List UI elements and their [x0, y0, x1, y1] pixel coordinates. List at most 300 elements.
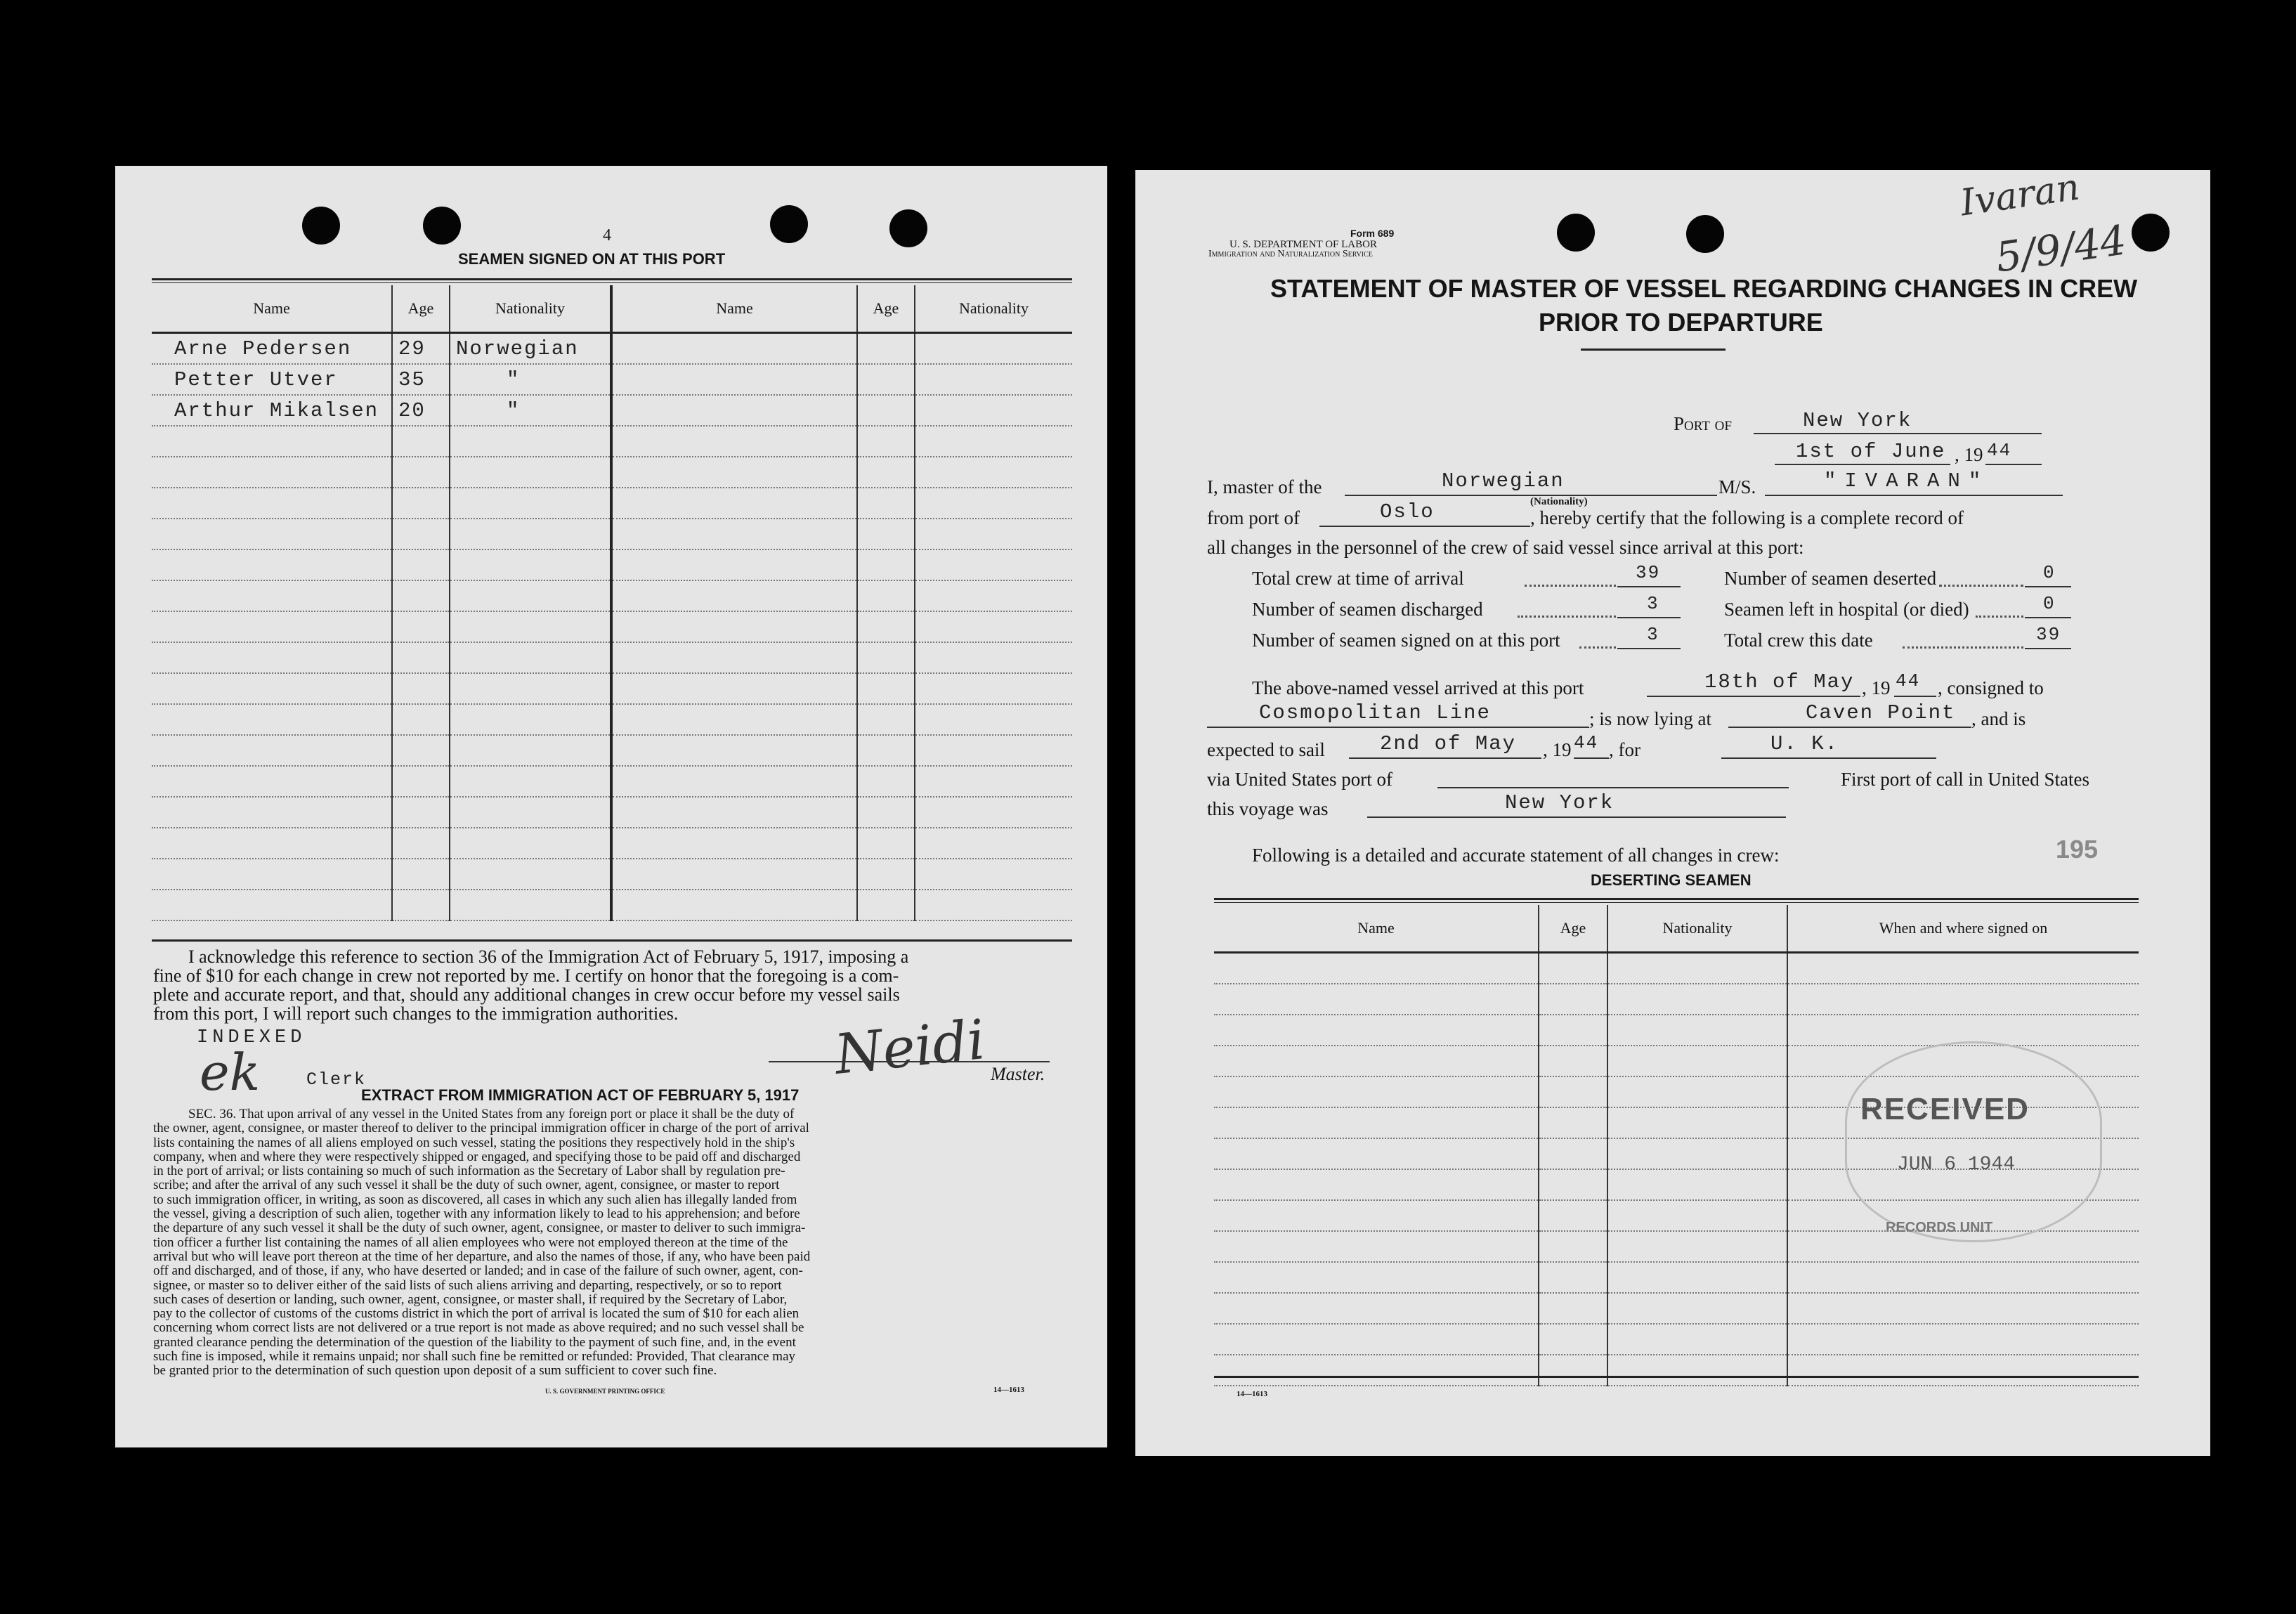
empty-cell [915, 797, 1072, 828]
year-value: 44 [1987, 440, 2012, 461]
table-row [152, 488, 1072, 519]
punch-hole [1557, 214, 1595, 252]
empty-cell [857, 457, 915, 488]
empty-cell [1214, 1231, 1539, 1262]
empty-cell [1539, 1046, 1607, 1076]
title-rule [1581, 349, 1726, 351]
service: Immigration and Naturalization Service [1208, 249, 1373, 259]
empty-cell [857, 797, 915, 828]
date-line [1775, 464, 1950, 465]
extract-line: the owner, agent, consignee, or master thereof to deliver to the principal immigration officer in charge of the port of arrival [153, 1121, 809, 1136]
column-header: Nationality [450, 285, 611, 333]
table-row [1214, 1324, 2139, 1355]
year-line [1574, 757, 1609, 759]
empty-cell [611, 766, 857, 797]
punch-hole [302, 207, 340, 245]
empty-cell [915, 364, 1072, 395]
and-is: , and is [1971, 708, 2026, 729]
empty-cell [611, 457, 857, 488]
deserting-title: DESERTING SEAMEN [1591, 871, 1752, 889]
empty-cell [392, 549, 450, 580]
received-date: JUN 6 1944 [1897, 1154, 2016, 1176]
signed-on-label: Number of seamen signed on at this port [1252, 630, 1560, 651]
table-row [152, 797, 1072, 828]
deserting-top-rule-thin [1214, 902, 2139, 903]
empty-cell [611, 611, 857, 642]
empty-cell [152, 488, 392, 519]
empty-cell [1607, 984, 1787, 1015]
empty-cell [611, 395, 857, 426]
extract-line: arrival but who will leave port thereon at the time of her departure, and also the names of those, if any, who have been paid [153, 1249, 811, 1264]
column-header: Nationality [1607, 905, 1787, 953]
empty-cell [915, 395, 1072, 426]
empty-cell [152, 549, 392, 580]
cell-nationality: Norwegian [450, 333, 611, 365]
empty-cell [915, 457, 1072, 488]
certify-text-2: all changes in the personnel of the crew of said vessel since arrival at this port: [1207, 537, 1804, 558]
empty-cell [392, 580, 450, 611]
form-code: 14—1613 [1237, 1390, 1267, 1398]
dot-leader [1579, 646, 1616, 649]
empty-cell [1214, 1138, 1539, 1169]
column-header: Nationality [915, 285, 1072, 333]
empty-cell [1214, 953, 1539, 984]
empty-cell [450, 611, 611, 642]
empty-cell [1607, 1138, 1787, 1169]
empty-cell [152, 766, 392, 797]
form-code: 14—1613 [993, 1386, 1024, 1394]
discharged-label: Number of seamen discharged [1252, 599, 1483, 620]
empty-cell [392, 488, 450, 519]
arrived-label: The above-named vessel arrived at this port [1252, 677, 1584, 698]
empty-cell [450, 673, 611, 704]
total-crew-date: 39 [2036, 624, 2061, 645]
empty-cell [1214, 1355, 1539, 1386]
sail-date: 2nd of May [1380, 732, 1517, 755]
value-line [2025, 617, 2071, 618]
hospital-count: 0 [2043, 593, 2056, 614]
cell-name: Arthur Mikalsen [152, 395, 392, 426]
empty-cell [1607, 1046, 1787, 1076]
empty-cell [392, 828, 450, 859]
empty-cell [611, 859, 857, 890]
empty-cell [392, 859, 450, 890]
arrived-line [1647, 696, 1860, 697]
from-port-label: from port of [1207, 507, 1300, 528]
empty-cell [1607, 1355, 1787, 1386]
empty-cell [1787, 1293, 2139, 1324]
empty-cell [1787, 1355, 2139, 1386]
empty-cell [1539, 1262, 1607, 1293]
received-stamp: RECEIVED [1860, 1092, 2030, 1126]
empty-cell [450, 580, 611, 611]
form-number: Form 689 [1350, 228, 1395, 239]
empty-cell [1539, 1076, 1607, 1107]
extract-line: scribe; and after the arrival of any such vessel it shall be the duty of such owner, agent, consignee, or master to report [153, 1178, 780, 1193]
extract-line: such cases of desertion or landing, such owner, agent, consignee, or master shall, if required by the Secretary of Labor, [153, 1291, 788, 1307]
table-row [152, 364, 1072, 395]
certify-text: , hereby certify that the following is a complete record of [1530, 507, 1964, 528]
empty-cell [1214, 1262, 1539, 1293]
empty-cell [1539, 1293, 1607, 1324]
clerk-label: Clerk [306, 1069, 367, 1090]
empty-cell [1214, 1200, 1539, 1231]
left-page [115, 166, 1107, 1447]
lying-label: ; is now lying at [1589, 708, 1711, 729]
extract-line: in the port of arrival; or lists containing so much of such information as the Secretary of Labor shall by regulation pre- [153, 1164, 785, 1179]
handwritten-vessel-name: Ivaran [1957, 166, 2082, 225]
empty-cell [392, 797, 450, 828]
extract-line: pay to the collector of customs of the customs district in which the port of arrival is located the sum of $10 for each alien [153, 1306, 800, 1322]
empty-cell [450, 859, 611, 890]
empty-cell [450, 642, 611, 673]
empty-cell [611, 488, 857, 519]
port-value: New York [1803, 409, 1912, 432]
form-subtitle: PRIOR TO DEPARTURE [1539, 308, 1823, 337]
cell-age: 20 [392, 395, 450, 426]
column-header: When and where signed on [1787, 905, 2139, 953]
empty-cell [857, 519, 915, 549]
master-of-label: I, master of the [1207, 476, 1322, 497]
empty-cell [152, 735, 392, 766]
column-header: Age [857, 285, 915, 333]
empty-cell [1539, 1324, 1607, 1355]
empty-cell [1607, 1200, 1787, 1231]
column-header: Age [392, 285, 450, 333]
empty-cell [857, 704, 915, 735]
lying-line [1728, 727, 1971, 728]
consignee-line [1207, 727, 1589, 728]
signed-on-table [152, 285, 1072, 921]
extract-line: off and discharged, and of those, if any, who have deserted or landed; and in case of the failure of such owner, agent, con- [153, 1263, 803, 1279]
empty-cell [1787, 1324, 2139, 1355]
empty-cell [392, 735, 450, 766]
empty-cell [611, 580, 857, 611]
dot-leader [1518, 616, 1616, 618]
from-port-line [1319, 526, 1530, 527]
empty-cell [392, 642, 450, 673]
port-label: Port of [1674, 413, 1732, 434]
empty-cell [857, 395, 915, 426]
extract-line: concerning whom correct lists are not delivered or a true report is not made as above required; and no such vessel shall be [153, 1320, 804, 1336]
records-unit-stamp: RECORDS UNIT [1886, 1220, 1993, 1235]
cell-name: Arne Pedersen [152, 333, 392, 365]
extract-line: the vessel, giving a description of such alien, together with any information likely to lead to his apprehension; and before [153, 1206, 800, 1222]
empty-cell [1607, 1107, 1787, 1138]
empty-cell [450, 828, 611, 859]
empty-cell [857, 488, 915, 519]
column-header: Name [611, 285, 857, 333]
arrived-year: 44 [1896, 670, 1921, 691]
destination-line [1721, 757, 1936, 759]
empty-cell [450, 735, 611, 766]
table-row [152, 426, 1072, 457]
column-header: Name [152, 285, 392, 333]
page-number: 4 [603, 226, 611, 245]
extract-title: EXTRACT FROM IMMIGRATION ACT OF FEBRUARY 5, 1917 [361, 1086, 800, 1104]
empty-cell [915, 642, 1072, 673]
vessel-name: "IVARAN" [1824, 469, 1990, 493]
cell-age: 35 [392, 364, 450, 395]
expected-label: expected to sail [1207, 739, 1325, 760]
table-row [152, 673, 1072, 704]
hospital-label: Seamen left in hospital (or died) [1724, 599, 1969, 620]
this-voyage-label: this voyage was [1207, 798, 1329, 819]
empty-cell [152, 859, 392, 890]
master-signature: Neidi [831, 1008, 989, 1087]
empty-cell [857, 890, 915, 920]
value-line [2025, 586, 2071, 587]
empty-cell [1539, 1169, 1607, 1200]
empty-cell [915, 426, 1072, 457]
empty-cell [1787, 984, 2139, 1015]
empty-cell [1539, 953, 1607, 984]
empty-cell [152, 673, 392, 704]
empty-cell [611, 735, 857, 766]
empty-cell [152, 580, 392, 611]
top-rule-thin [152, 282, 1072, 283]
empty-cell [152, 797, 392, 828]
first-port-line [1367, 816, 1786, 818]
deserting-top-rule [1214, 898, 2139, 900]
signature-line [769, 1061, 1050, 1062]
empty-cell [152, 704, 392, 735]
cell-age: 29 [392, 333, 450, 365]
empty-cell [392, 704, 450, 735]
empty-cell [611, 642, 857, 673]
acknowledgement-text [153, 947, 908, 1023]
empty-cell [611, 426, 857, 457]
ack-line: fine of $10 for each change in crew not reported by me. I certify on honor that the foregoing is a com- [153, 965, 899, 986]
table-row [1214, 984, 2139, 1015]
indexed-stamp: INDEXED [197, 1027, 306, 1048]
extract-line: signee, or master so to deliver either of the said lists of such aliens arriving and departing, respectively, or so to report [153, 1277, 782, 1293]
first-port-value: New York [1505, 791, 1615, 814]
empty-cell [1607, 1015, 1787, 1046]
ack-line: plete and accurate report, and that, should any additional changes in crew occur before my vessel sails [153, 984, 900, 1005]
table-row [152, 642, 1072, 673]
empty-cell [857, 364, 915, 395]
empty-cell [915, 859, 1072, 890]
empty-cell [857, 642, 915, 673]
destination: U. K. [1770, 732, 1839, 755]
empty-cell [611, 828, 857, 859]
empty-cell [1214, 1107, 1539, 1138]
extract-line: SEC. 36. That upon arrival of any vessel in the United States from any foreign port or place it shall be the duty of [188, 1107, 795, 1121]
deserting-bottom-rule [1214, 1376, 2139, 1378]
consigned-label: , consigned to [1938, 677, 2044, 698]
empty-cell [450, 766, 611, 797]
cell-name: Petter Utver [152, 364, 392, 395]
value-line [2025, 648, 2071, 649]
total-crew-arrival-label: Total crew at time of arrival [1252, 568, 1464, 589]
table-row [152, 519, 1072, 549]
empty-cell [915, 735, 1072, 766]
empty-cell [1214, 1015, 1539, 1046]
ack-line: from this port, I will report such changes to the immigration authorities. [153, 1003, 679, 1024]
empty-cell [857, 580, 915, 611]
empty-cell [611, 549, 857, 580]
table-row [1214, 1293, 2139, 1324]
empty-cell [152, 519, 392, 549]
date-value: 1st of June [1796, 440, 1946, 463]
empty-cell [392, 890, 450, 920]
empty-cell [611, 797, 857, 828]
extract-line: be granted prior to the determination of such question upon deposit of a sum sufficient to cover such fine. [153, 1363, 717, 1379]
dot-leader [1939, 585, 2023, 587]
empty-cell [1607, 1293, 1787, 1324]
empty-cell [152, 426, 392, 457]
table-row [152, 395, 1072, 426]
signed-on-count: 3 [1647, 624, 1659, 645]
table-row [152, 611, 1072, 642]
dot-leader [1976, 616, 2023, 618]
empty-cell [915, 611, 1072, 642]
empty-cell [857, 549, 915, 580]
empty-cell [611, 890, 857, 920]
empty-cell [1539, 984, 1607, 1015]
empty-cell [857, 611, 915, 642]
from-port-value: Oslo [1380, 500, 1435, 523]
nationality-value: Norwegian [1442, 469, 1565, 493]
extract-line: such fine is imposed, while it remains unpaid; nor shall such fine be remitted or refunded: Provided, That clearance may [153, 1349, 796, 1365]
punch-hole [889, 209, 927, 247]
table-row [1214, 1355, 2139, 1386]
empty-cell [392, 519, 450, 549]
empty-cell [1539, 1107, 1607, 1138]
department: U. S. DEPARTMENT OF LABOR [1229, 239, 1377, 250]
empty-cell [450, 549, 611, 580]
total-crew-arrival: 39 [1636, 562, 1661, 583]
empty-cell [392, 673, 450, 704]
deserted-label: Number of seamen deserted [1724, 568, 1937, 589]
empty-cell [915, 519, 1072, 549]
empty-cell [1607, 1076, 1787, 1107]
stamp-outline [1845, 1041, 2102, 1242]
master-label: Master. [991, 1064, 1045, 1084]
first-port-label: First port of call in United States [1841, 769, 2089, 790]
table-row [152, 766, 1072, 797]
year-line [1985, 464, 2042, 465]
table-row [152, 735, 1072, 766]
empty-cell [450, 519, 611, 549]
extract-line: the departure of any such vessel it shall be the duty of such owner, agent, consignee, or master to deliver to such immigra- [153, 1221, 806, 1236]
page-stamp: 195 [2056, 835, 2099, 864]
empty-cell [450, 704, 611, 735]
empty-cell [450, 797, 611, 828]
table-row [152, 704, 1072, 735]
empty-cell [1214, 1046, 1539, 1076]
empty-cell [1607, 1324, 1787, 1355]
empty-cell [1214, 984, 1539, 1015]
value-line [1617, 648, 1681, 649]
dot-leader [1903, 646, 2023, 649]
empty-cell [915, 766, 1072, 797]
extract-text [153, 1107, 810, 1379]
empty-cell [1607, 1169, 1787, 1200]
form-title: STATEMENT OF MASTER OF VESSEL REGARDING CHANGES IN CREW [1270, 274, 2138, 303]
ack-line: I acknowledge this reference to section 36 of the Immigration Act of February 5, 1917, imposing a [188, 946, 909, 967]
table-row [152, 457, 1072, 488]
empty-cell [392, 426, 450, 457]
cell-nationality: " [450, 364, 611, 395]
column-header: Age [1539, 905, 1607, 953]
table-row [152, 333, 1072, 365]
empty-cell [152, 828, 392, 859]
sail-year: 44 [1574, 732, 1599, 753]
year-line [1894, 696, 1936, 697]
bottom-rule [152, 939, 1072, 942]
empty-cell [1539, 1138, 1607, 1169]
clerk-initials: ek [200, 1043, 261, 1102]
empty-cell [857, 828, 915, 859]
empty-cell [1539, 1015, 1607, 1046]
empty-cell [611, 704, 857, 735]
cell-nationality: " [450, 395, 611, 426]
extract-line: company, when and where they were respectively shipped or engaged, and specifying those to be paid off and discharged [153, 1149, 801, 1164]
value-line [1617, 617, 1681, 618]
arrived-value: 18th of May [1704, 670, 1855, 694]
table-row [152, 859, 1072, 890]
empty-cell [857, 426, 915, 457]
empty-cell [857, 333, 915, 365]
total-crew-date-label: Total crew this date [1724, 630, 1873, 651]
empty-cell [152, 890, 392, 920]
value-line [1617, 586, 1681, 587]
for-label: , for [1609, 739, 1641, 760]
lying-value: Caven Point [1806, 701, 1956, 724]
printing-office: U. S. GOVERNMENT PRINTING OFFICE [545, 1388, 665, 1395]
empty-cell [1787, 1262, 2139, 1293]
empty-cell [611, 364, 857, 395]
empty-cell [392, 457, 450, 488]
table-row [1214, 1015, 2139, 1046]
extract-line: tion officer a further list containing the names of all alien employees who were not employed thereon at the time of the [153, 1235, 788, 1250]
extract-line: to such immigration officer, in writing, as soon as discovered, all cases in which any such alien has illegally landed from [153, 1192, 797, 1207]
empty-cell [915, 549, 1072, 580]
port-line [1754, 433, 2042, 434]
empty-cell [392, 611, 450, 642]
punch-hole [423, 207, 461, 245]
empty-cell [857, 859, 915, 890]
empty-cell [1539, 1200, 1607, 1231]
empty-cell [915, 890, 1072, 920]
column-header: Name [1214, 905, 1539, 953]
table-row [1214, 953, 2139, 984]
empty-cell [1539, 1355, 1607, 1386]
empty-cell [1214, 1076, 1539, 1107]
table-header [1214, 905, 2139, 953]
empty-cell [1607, 1262, 1787, 1293]
empty-cell [611, 519, 857, 549]
signed-on-title: SEAMEN SIGNED ON AT THIS PORT [458, 250, 726, 268]
empty-cell [1787, 953, 2139, 984]
empty-cell [450, 488, 611, 519]
table-row [152, 580, 1072, 611]
empty-cell [915, 488, 1072, 519]
empty-cell [857, 766, 915, 797]
extract-line: lists containing the names of all aliens employed on such vessel, stating the positions they respectively hold in the ship's [153, 1135, 795, 1150]
via-label: via United States port of [1207, 769, 1392, 790]
sail-date-line [1349, 757, 1541, 759]
empty-cell [915, 333, 1072, 365]
empty-cell [1214, 1293, 1539, 1324]
empty-cell [915, 828, 1072, 859]
table-row [1214, 1262, 2139, 1293]
table-header [152, 285, 1072, 333]
punch-hole [2132, 214, 2170, 252]
extract-line: granted clearance pending the determination of the question of the liability to the payment of such fine, and, in the event [153, 1334, 796, 1350]
